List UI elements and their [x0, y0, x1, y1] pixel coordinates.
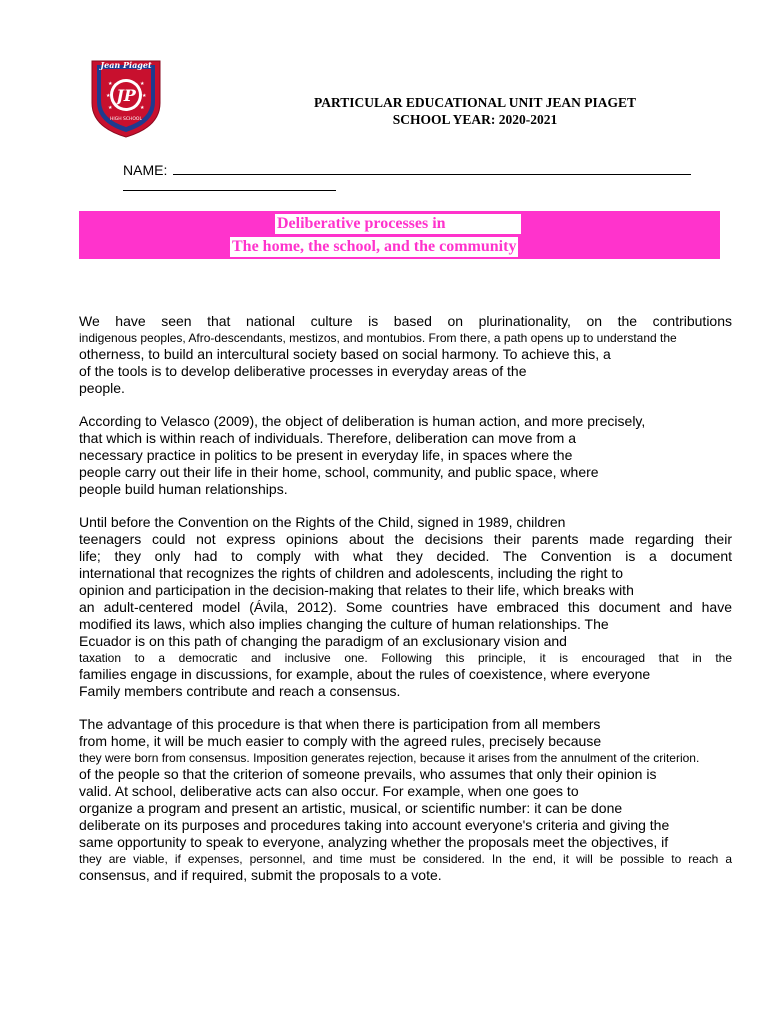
text-line: Family members contribute and reach a consensus.: [79, 683, 401, 699]
name-underline-continued: [123, 190, 336, 191]
name-field: [123, 161, 691, 179]
text-line: they are viable, if expenses, personnel, and time must be considered. In the end, it will be possible to reach a: [79, 852, 732, 866]
text-line: an adult-centered model (Ávila, 2012). Some countries have embraced this document and have: [79, 599, 732, 615]
text-line: consensus, and if required, submit the proposals to a vote.: [79, 867, 442, 883]
name-underline: [173, 161, 691, 175]
text-line: families engage in discussions, for example, about the rules of coexistence, where everyone: [79, 666, 651, 682]
svg-text:★: ★: [140, 105, 145, 111]
logo-top-text: Jean Piaget: [100, 60, 152, 70]
text-line: deliberate on its purposes and procedures taking into account everyone's criteria and giving the: [79, 817, 670, 833]
text-line: teenagers could not express opinions about the decisions their parents made regarding their: [79, 531, 732, 547]
text-line: that which is within reach of individuals. Therefore, deliberation can move from a: [79, 430, 576, 446]
text-line: from home, it will be much easier to comply with the agreed rules, precisely because: [79, 733, 602, 749]
text-line: people carry out their life in their home, school, community, and public space, where: [79, 464, 599, 480]
document-body: [79, 313, 744, 900]
text-line: indigenous peoples, Afro-descendants, mestizos, and montubios. From there, a path opens up to understand the: [79, 331, 677, 345]
text-line: modified its laws, which also implies changing the culture of human relationships. The: [79, 616, 609, 632]
paragraph: [79, 716, 744, 884]
text-line: life; they only had to comply with what they decided. The Convention is a document: [79, 548, 732, 564]
title-line-2: The home, the school, and the community: [232, 238, 517, 255]
text-line: Ecuador is on this path of changing the paradigm of an exclusionary vision and: [79, 633, 567, 649]
paragraph: [79, 413, 744, 498]
text-line: otherness, to build an intercultural society based on social harmony. To achieve this, a: [79, 346, 611, 362]
svg-text:★: ★: [142, 93, 147, 99]
svg-text:★: ★: [140, 81, 145, 87]
svg-text:★: ★: [106, 93, 111, 99]
text-line: international that recognizes the rights of children and adolescents, including the right to: [79, 565, 624, 581]
text-line: people build human relationships.: [79, 481, 288, 497]
text-line: necessary practice in politics to be present in everyday life, in spaces where the: [79, 447, 573, 463]
title-banner: [79, 211, 720, 259]
text-line: people.: [79, 380, 125, 396]
text-line: of the people so that the criterion of someone prevails, who assumes that only their opinion is: [79, 766, 657, 782]
school-logo: [86, 55, 166, 139]
paragraph: [79, 313, 744, 397]
text-line: We have seen that national culture is based on plurinationality, on the contributions: [79, 313, 732, 329]
name-label: NAME:: [123, 162, 168, 178]
text-line: The advantage of this procedure is that when there is participation from all members: [79, 716, 601, 732]
logo-bottom-text: HIGH SCHOOL: [110, 117, 142, 122]
paragraph: [79, 514, 744, 700]
svg-text:★: ★: [108, 81, 113, 87]
institution-name: PARTICULAR EDUCATIONAL UNIT JEAN PIAGET: [313, 95, 637, 110]
text-line: of the tools is to develop deliberative processes in everyday areas of the: [79, 363, 527, 379]
title-line-1: Deliberative processes in: [275, 214, 521, 234]
text-line: Until before the Convention on the Rights of the Child, signed in 1989, children: [79, 514, 566, 530]
svg-text:★: ★: [108, 105, 113, 111]
logo-monogram: JP: [116, 86, 136, 105]
text-line: According to Velasco (2009), the object of deliberation is human action, and more precisely,: [79, 413, 646, 429]
text-line: they were born from consensus. Imposition generates rejection, because it arises from the annulment of the criterion.: [79, 751, 700, 765]
text-line: opinion and participation in the decision-making that relates to their life, which breaks with: [79, 582, 634, 598]
text-line: same opportunity to speak to everyone, analyzing whether the proposals meet the objectives, if: [79, 834, 669, 850]
text-line: valid. At school, deliberative acts can also occur. For example, when one goes to: [79, 783, 579, 799]
school-year: SCHOOL YEAR: 2020-2021: [392, 112, 558, 127]
text-line: organize a program and present an artistic, musical, or scientific number: it can be done: [79, 800, 623, 816]
school-header: [240, 94, 710, 128]
text-line: taxation to a democratic and inclusive one. Following this principle, it is encouraged that in the: [79, 651, 732, 665]
